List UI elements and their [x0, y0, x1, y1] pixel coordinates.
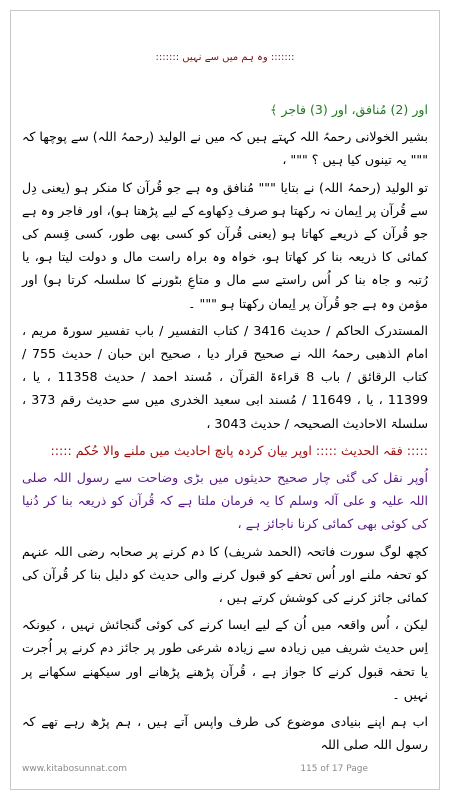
page-header: ::::::: وہ ہم میں سے نہیں :::::::	[155, 52, 295, 63]
footer-site-link[interactable]: www.kitabosunnat.com	[22, 764, 128, 774]
body-paragraph: کچھ لوگ سورت فاتحہ (الحمد شریف) کا دم کرنے پر صحابہ رضی اللہ عنہم کو تحفہ ملنے اور اُس تحفے کو قبول کرنے والی حدیث کو دلیل بنا کر قُرآن کی کمائی جائز کرنے کی کوشش کرتے ہیں ،	[22, 543, 428, 606]
footer-page-number: 115 of 17 Page	[300, 764, 368, 774]
body-paragraph: اب ہم اپنے بنیادی موضوع کی طرف واپس آتے ہیں ، ہم پڑھ رہے تھے کہ رسول اللہ صلی اللہ	[22, 714, 428, 753]
highlight-paragraph: اُوپر نقل کی گئی چار صحیح حدیثوں میں بڑی وضاحت سے رسول اللہ صلی اللہ علیہ و علی آلہ وسلم کا یہ فرمان ملتا ہے کہ قُرآن کو ذریعہ بنا کر دُنیا کی کوئی بھی کمائی کرنا ناجائز ہے ،	[22, 470, 428, 532]
body-paragraph: لیکن ، اُس واقعہ میں اُن کے لیے ایسا کرنے کی کوئی گنجائش نہیں ، کیونکہ اِس حدیث شریف میں زیادہ سے زیادہ شرعی طور پر جائز دم کرنے پر اُجرت یا تحفہ قبول کرنے کا جواز ہے ، قُرآن پڑھنے پڑھانے اور سیکھنے سکھانے پر نہیں ۔	[22, 617, 428, 702]
spacer	[22, 48, 428, 98]
explanation-paragraph: تو الولید (رحمہُ اللہ) نے بتایا """ مُنافق وہ ہے جو قُرآن کا منکر ہو (یعنی دِل سے قُرآن پر اِیمان نہ رکھتا ہو صرف دِکھاوے کے لیے پڑھتا ہو)، اور فاجر وہ ہے جو قُرآن کے ذریعے کھاتا ہو (یعنی قُرآن کو کسی بھی طور، کسی قِسم کی کمائی کا ذریعہ بنا کر کھاتا ہو، خواہ وہ براہ راست مال و دولت لیتا ہو، یا رُتبہ و جاہ بنا کر اُس راستے سے مال و متاعِ بٹورنے کا سلسلہ کرتا ہو) اور مؤمن وہ ہے جو قُرآن پر اِیمان رکھتا ہو """ ۔	[22, 179, 428, 311]
reference-paragraph: المستدرک الحاکم / حدیث 3416 / کتاب التفسیر / باب تفسیر سورۃ مریم ، امام الذھبی رحمہُ اللہ نے صحیح قرار دیا ، صحیح ابن حبان / حدیث 755 / کتاب الرقائق / باب 8 قراءۃ القرآن ، مُسند احمد / حدیث 11358 ، یا ، 11399 ، یا ، 11649 / مُسند ابی سعید الخدری میں سے حدیث رقم 373 ، سلسلۃ الاحادیث الصحیحہ / حدیث 3043 ،	[22, 322, 429, 431]
heading-line: اور (2) مُنافق، اور (3) فاجر ﴾	[270, 102, 428, 117]
page-body	[22, 48, 428, 760]
page-footer	[22, 764, 428, 778]
narration-paragraph: بشیر الخولانی رحمہُ اللہ کہتے ہیں کہ میں نے الولید (رحمہُ اللہ) سے پوچھا کہ """ یہ تینوں کیا ہیں ؟ """ ،	[22, 129, 428, 168]
section-heading: ::::: فقہ الحدیث ::::: اوپر بیان کردہ پانچ احادیث میں ملنے والا حُکم :::::	[50, 442, 428, 458]
